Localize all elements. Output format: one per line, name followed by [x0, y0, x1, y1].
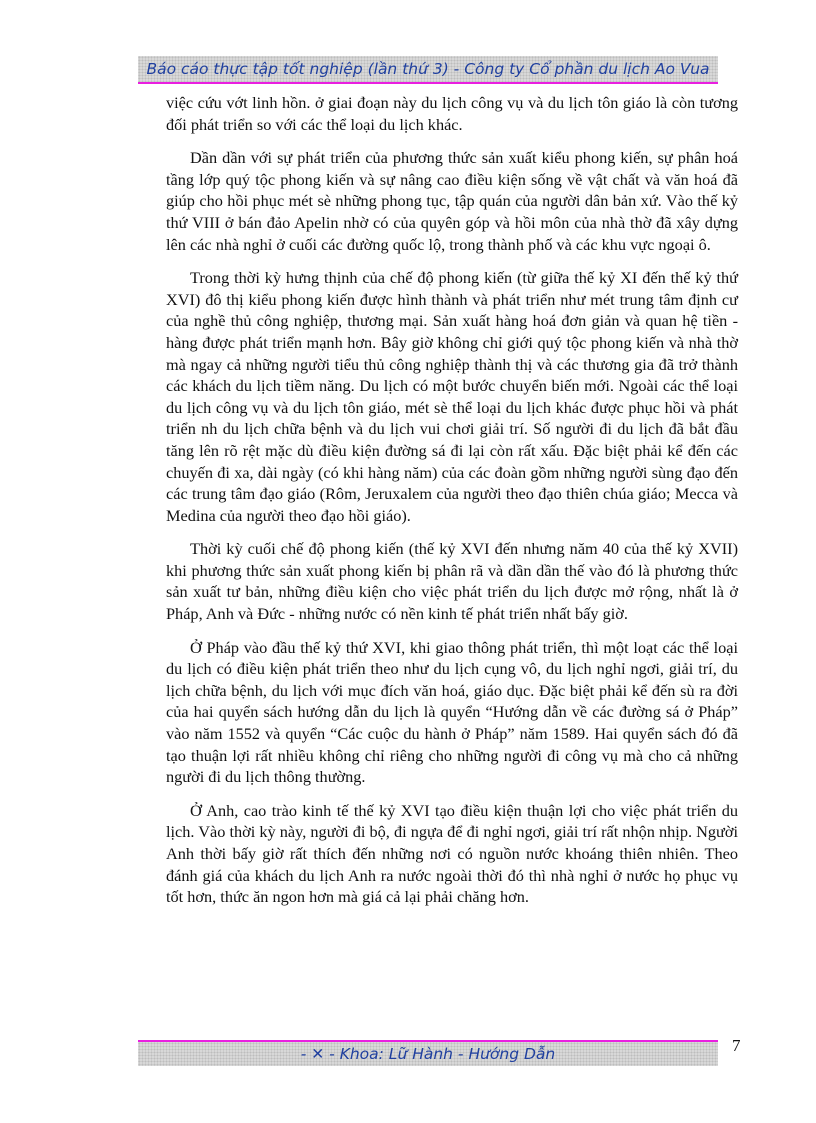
header-divider	[138, 82, 718, 84]
paragraph: việc cứu vớt linh hồn. ở giai đoạn này du lịch công vụ và du lịch tôn giáo là còn tương đối phát triển so với các thể loại du lịch khác.	[166, 93, 738, 134]
page-header-title: Báo cáo thực tập tốt nghiệp (lần thứ 3) - Công ty Cổ phần du lịch Ao Vua	[146, 60, 710, 78]
paragraph: Ở Pháp vào đầu thế kỷ thứ XVI, khi giao thông phát triển, thì một loạt các thể loại du lịch có điều kiện phát triển theo như du lịch cụng vô, du lịch nghỉ ngơi, giải trí, du lịch chữa bệnh, du lịch với mục đích văn hoá, giáo dục. Đặc biệt phải kể đến sù ra đời của hai quyển sách hướng dẫn du lịch là quyển “Hướng dẫn về các đường sá ở Pháp” vào năm 1552 và quyển “Các cuộc du hành ở Pháp” năm 1589. Hai quyển sách đó đã tạo thuận lợi rất nhiều không chỉ riêng cho những người đi công vụ mà cho cả những người đi du lịch thông thường.	[166, 637, 738, 787]
paragraph: Ở Anh, cao trào kinh tế thế kỷ XVI tạo điều kiện thuận lợi cho việc phát triển du lịch. Vào thời kỳ này, người đi bộ, đi ngựa để đi nghỉ ngơi, giải trí rất nhộn nhịp. Người Anh thời bấy giờ rất thích đến những nơi có nguồn nước khoáng thiên nhiên. Theo đánh giá của khách du lịch Anh ra nước ngoài thời đó thì nhà nghỉ ở nước họ phục vụ tốt hơn, thức ăn ngon hơn mà giá cả lại phải chăng hơn.	[166, 800, 738, 907]
paragraph: Trong thời kỳ hưng thịnh của chế độ phong kiến (từ giữa thế kỷ XI đến thế kỷ thứ XVI) đô thị kiểu phong kiến được hình thành và phát triển như mét trung tâm định cư của nghề thủ công nghiệp, thương mại. Sản xuất hàng hoá đơn giản và quan hệ tiền - hàng được phát triển mạnh hơn. Bây giờ không chỉ giới quý tộc phong kiến và nhà thờ mà ngay cả những người tiểu thủ công nghiệp thành thị và các thương gia đã trở thành các khách du lịch tiềm năng. Du lịch có một bước chuyển biến mới. Ngoài các thể loại du lịch công vụ và du lịch tôn giáo, mét sè thể loại du lịch khác được phục hồi và phát triển nh du lịch chữa bệnh và du lịch vui chơi giải trí. Số người đi du lịch đã bắt đầu tăng lên rõ rệt mặc dù điều kiện đường sá đi lại còn rất xấu. Đặc biệt phải kể đến các chuyến đi xa, dài ngày (có khi hàng năm) của các đoàn gồm những người sùng đạo đến các trung tâm đạo giáo (Rôm, Jeruxalem của người theo đạo thiên chúa giáo; Mecca và Medina của người theo đạo hồi giáo).	[166, 268, 738, 525]
page-number: 7	[732, 1036, 741, 1055]
paragraph: Thời kỳ cuối chế độ phong kiến (thế kỷ XVI đến nhưng năm 40 của thế kỷ XVII) khi phương thức sản xuất phong kiến bị phân rã và dần dần thế vào đó là phương thức sản xuất tư bản, những điều kiện cho việc phát triển du lịch được mở rộng, nhất là ở Pháp, Anh và Đức - những nước có nền kinh tế phát triển nhất bấy giờ.	[166, 539, 738, 624]
page-footer-text: - ✕ - Khoa: Lữ Hành - Hướng Dẫn	[300, 1045, 556, 1063]
paragraph: Dần dần với sự phát triển của phương thức sản xuất kiểu phong kiến, sự phân hoá tầng lớp quý tộc phong kiến và sự nâng cao điều kiện sống về vật chất và văn hoá đã giúp cho hồi phục mét sè những phong tục, tập quán của người dân bản xứ. Vào thế kỷ thứ VIII ở bán đảo Apelin nhờ có của quyên góp và hồi môn của nhà thờ đã xây dựng lên các nhà nghỉ ở cuối các đường quốc lộ, trong thành phố và các khu vực ngoại ô.	[166, 148, 738, 254]
document-body	[166, 92, 738, 920]
